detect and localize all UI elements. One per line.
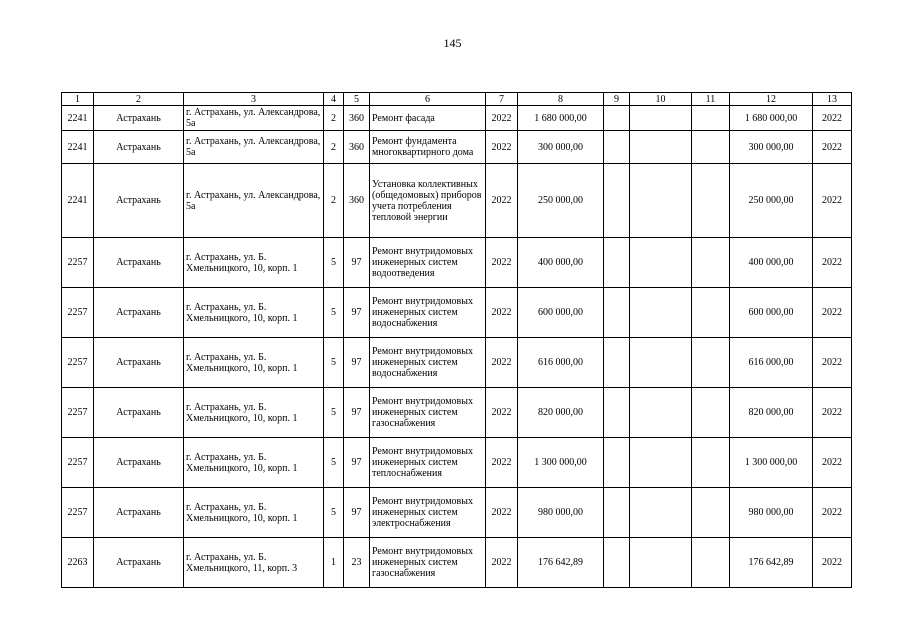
cell-col10 (630, 288, 692, 338)
cell-total: 1 300 000,00 (730, 438, 813, 488)
cell-object-id: 2257 (62, 338, 94, 388)
table-row (62, 388, 852, 438)
column-header: 13 (813, 93, 852, 106)
cell-col4: 5 (324, 388, 344, 438)
cell-col5: 97 (344, 238, 370, 288)
cell-final-year: 2022 (813, 488, 852, 538)
cell-city: Астрахань (94, 338, 184, 388)
cell-col10 (630, 238, 692, 288)
cell-final-year: 2022 (813, 164, 852, 238)
cell-col9 (604, 388, 630, 438)
cell-object-id: 2257 (62, 288, 94, 338)
cell-col11 (692, 131, 730, 164)
cell-total: 176 642,89 (730, 538, 813, 588)
cell-amount: 400 000,00 (518, 238, 604, 288)
cell-address: г. Астрахань, ул. Б. Хмельницкого, 10, корп. 1 (184, 488, 324, 538)
cell-amount: 820 000,00 (518, 388, 604, 438)
cell-year: 2022 (486, 388, 518, 438)
cell-year: 2022 (486, 488, 518, 538)
cell-amount: 980 000,00 (518, 488, 604, 538)
cell-col9 (604, 131, 630, 164)
cell-city: Астрахань (94, 131, 184, 164)
cell-col5: 97 (344, 488, 370, 538)
cell-address: г. Астрахань, ул. Александрова, 5а (184, 131, 324, 164)
cell-object-id: 2257 (62, 438, 94, 488)
cell-col4: 5 (324, 288, 344, 338)
cell-col4: 5 (324, 238, 344, 288)
column-header: 5 (344, 93, 370, 106)
cell-total: 600 000,00 (730, 288, 813, 338)
cell-address: г. Астрахань, ул. Б. Хмельницкого, 10, корп. 1 (184, 438, 324, 488)
cell-work-type: Ремонт внутридомовых инженерных систем газоснабжения (370, 538, 486, 588)
cell-col4: 1 (324, 538, 344, 588)
cell-amount: 250 000,00 (518, 164, 604, 238)
cell-city: Астрахань (94, 488, 184, 538)
cell-col9 (604, 438, 630, 488)
cell-work-type: Ремонт внутридомовых инженерных систем водоотведения (370, 238, 486, 288)
cell-city: Астрахань (94, 538, 184, 588)
table-row (62, 338, 852, 388)
table-row (62, 438, 852, 488)
cell-col11 (692, 238, 730, 288)
column-header: 1 (62, 93, 94, 106)
cell-col5: 360 (344, 106, 370, 131)
table-row (62, 164, 852, 238)
cell-work-type: Ремонт внутридомовых инженерных систем теплоснабжения (370, 438, 486, 488)
cell-work-type: Ремонт внутридомовых инженерных систем водоснабжения (370, 338, 486, 388)
cell-col9 (604, 106, 630, 131)
cell-total: 616 000,00 (730, 338, 813, 388)
cell-amount: 1 300 000,00 (518, 438, 604, 488)
cell-col4: 5 (324, 338, 344, 388)
cell-col11 (692, 288, 730, 338)
column-header: 8 (518, 93, 604, 106)
cell-object-id: 2257 (62, 388, 94, 438)
cell-year: 2022 (486, 438, 518, 488)
cell-year: 2022 (486, 131, 518, 164)
cell-col10 (630, 538, 692, 588)
cell-work-type: Установка коллективных (общедомовых) приборов учета потребления тепловой энергии (370, 164, 486, 238)
cell-col4: 2 (324, 164, 344, 238)
cell-address: г. Астрахань, ул. Б. Хмельницкого, 10, корп. 1 (184, 238, 324, 288)
column-header: 9 (604, 93, 630, 106)
cell-work-type: Ремонт фундамента многоквартирного дома (370, 131, 486, 164)
cell-col9 (604, 238, 630, 288)
cell-object-id: 2241 (62, 131, 94, 164)
cell-col11 (692, 338, 730, 388)
cell-col9 (604, 164, 630, 238)
cell-total: 1 680 000,00 (730, 106, 813, 131)
cell-year: 2022 (486, 238, 518, 288)
cell-city: Астрахань (94, 438, 184, 488)
cell-city: Астрахань (94, 164, 184, 238)
column-header: 12 (730, 93, 813, 106)
column-header: 4 (324, 93, 344, 106)
cell-col5: 97 (344, 388, 370, 438)
cell-col4: 5 (324, 488, 344, 538)
cell-total: 820 000,00 (730, 388, 813, 438)
table-row (62, 238, 852, 288)
page-number: 145 (443, 36, 462, 50)
cell-total: 980 000,00 (730, 488, 813, 538)
cell-address: г. Астрахань, ул. Александрова, 5а (184, 106, 324, 131)
cell-year: 2022 (486, 106, 518, 131)
cell-address: г. Астрахань, ул. Б. Хмельницкого, 10, корп. 1 (184, 338, 324, 388)
cell-amount: 600 000,00 (518, 288, 604, 338)
column-header: 11 (692, 93, 730, 106)
cell-year: 2022 (486, 288, 518, 338)
table-row (62, 538, 852, 588)
cell-col5: 97 (344, 438, 370, 488)
table-row (62, 106, 852, 131)
cell-col5: 97 (344, 338, 370, 388)
cell-object-id: 2241 (62, 106, 94, 131)
cell-final-year: 2022 (813, 338, 852, 388)
cell-col5: 360 (344, 131, 370, 164)
cell-col9 (604, 538, 630, 588)
cell-city: Астрахань (94, 238, 184, 288)
table-row (62, 488, 852, 538)
cell-city: Астрахань (94, 106, 184, 131)
cell-col10 (630, 438, 692, 488)
cell-col5: 360 (344, 164, 370, 238)
cell-final-year: 2022 (813, 438, 852, 488)
cell-year: 2022 (486, 538, 518, 588)
cell-address: г. Астрахань, ул. Б. Хмельницкого, 11, корп. 3 (184, 538, 324, 588)
cell-address: г. Астрахань, ул. Б. Хмельницкого, 10, корп. 1 (184, 288, 324, 338)
cell-object-id: 2241 (62, 164, 94, 238)
cell-col11 (692, 164, 730, 238)
cell-address: г. Астрахань, ул. Б. Хмельницкого, 10, корп. 1 (184, 388, 324, 438)
column-header: 6 (370, 93, 486, 106)
table-body (62, 106, 852, 588)
cell-col10 (630, 106, 692, 131)
table-header-row (62, 93, 852, 106)
cell-work-type: Ремонт внутридомовых инженерных систем электроснабжения (370, 488, 486, 538)
cell-work-type: Ремонт фасада (370, 106, 486, 131)
cell-final-year: 2022 (813, 388, 852, 438)
cell-col11 (692, 538, 730, 588)
cell-col11 (692, 388, 730, 438)
cell-final-year: 2022 (813, 538, 852, 588)
cell-final-year: 2022 (813, 288, 852, 338)
cell-col9 (604, 488, 630, 538)
cell-col5: 23 (344, 538, 370, 588)
cell-work-type: Ремонт внутридомовых инженерных систем водоснабжения (370, 288, 486, 338)
cell-col9 (604, 288, 630, 338)
cell-final-year: 2022 (813, 238, 852, 288)
cell-col11 (692, 106, 730, 131)
cell-col10 (630, 164, 692, 238)
column-header: 3 (184, 93, 324, 106)
cell-col10 (630, 131, 692, 164)
cell-object-id: 2257 (62, 488, 94, 538)
cell-col10 (630, 338, 692, 388)
cell-amount: 176 642,89 (518, 538, 604, 588)
cell-year: 2022 (486, 338, 518, 388)
cell-total: 400 000,00 (730, 238, 813, 288)
cell-amount: 616 000,00 (518, 338, 604, 388)
table-row (62, 131, 852, 164)
cell-col11 (692, 438, 730, 488)
cell-col4: 5 (324, 438, 344, 488)
cell-amount: 300 000,00 (518, 131, 604, 164)
cell-final-year: 2022 (813, 106, 852, 131)
cell-object-id: 2263 (62, 538, 94, 588)
cell-city: Астрахань (94, 288, 184, 338)
cell-col4: 2 (324, 131, 344, 164)
column-header: 2 (94, 93, 184, 106)
cell-city: Астрахань (94, 388, 184, 438)
cell-col11 (692, 488, 730, 538)
column-header: 10 (630, 93, 692, 106)
cell-work-type: Ремонт внутридомовых инженерных систем газоснабжения (370, 388, 486, 438)
register-table (61, 92, 852, 588)
cell-address: г. Астрахань, ул. Александрова, 5а (184, 164, 324, 238)
cell-col4: 2 (324, 106, 344, 131)
cell-final-year: 2022 (813, 131, 852, 164)
column-header: 7 (486, 93, 518, 106)
cell-col10 (630, 388, 692, 438)
cell-col9 (604, 338, 630, 388)
cell-year: 2022 (486, 164, 518, 238)
cell-object-id: 2257 (62, 238, 94, 288)
cell-total: 250 000,00 (730, 164, 813, 238)
cell-total: 300 000,00 (730, 131, 813, 164)
cell-col5: 97 (344, 288, 370, 338)
cell-amount: 1 680 000,00 (518, 106, 604, 131)
cell-col10 (630, 488, 692, 538)
table-row (62, 288, 852, 338)
